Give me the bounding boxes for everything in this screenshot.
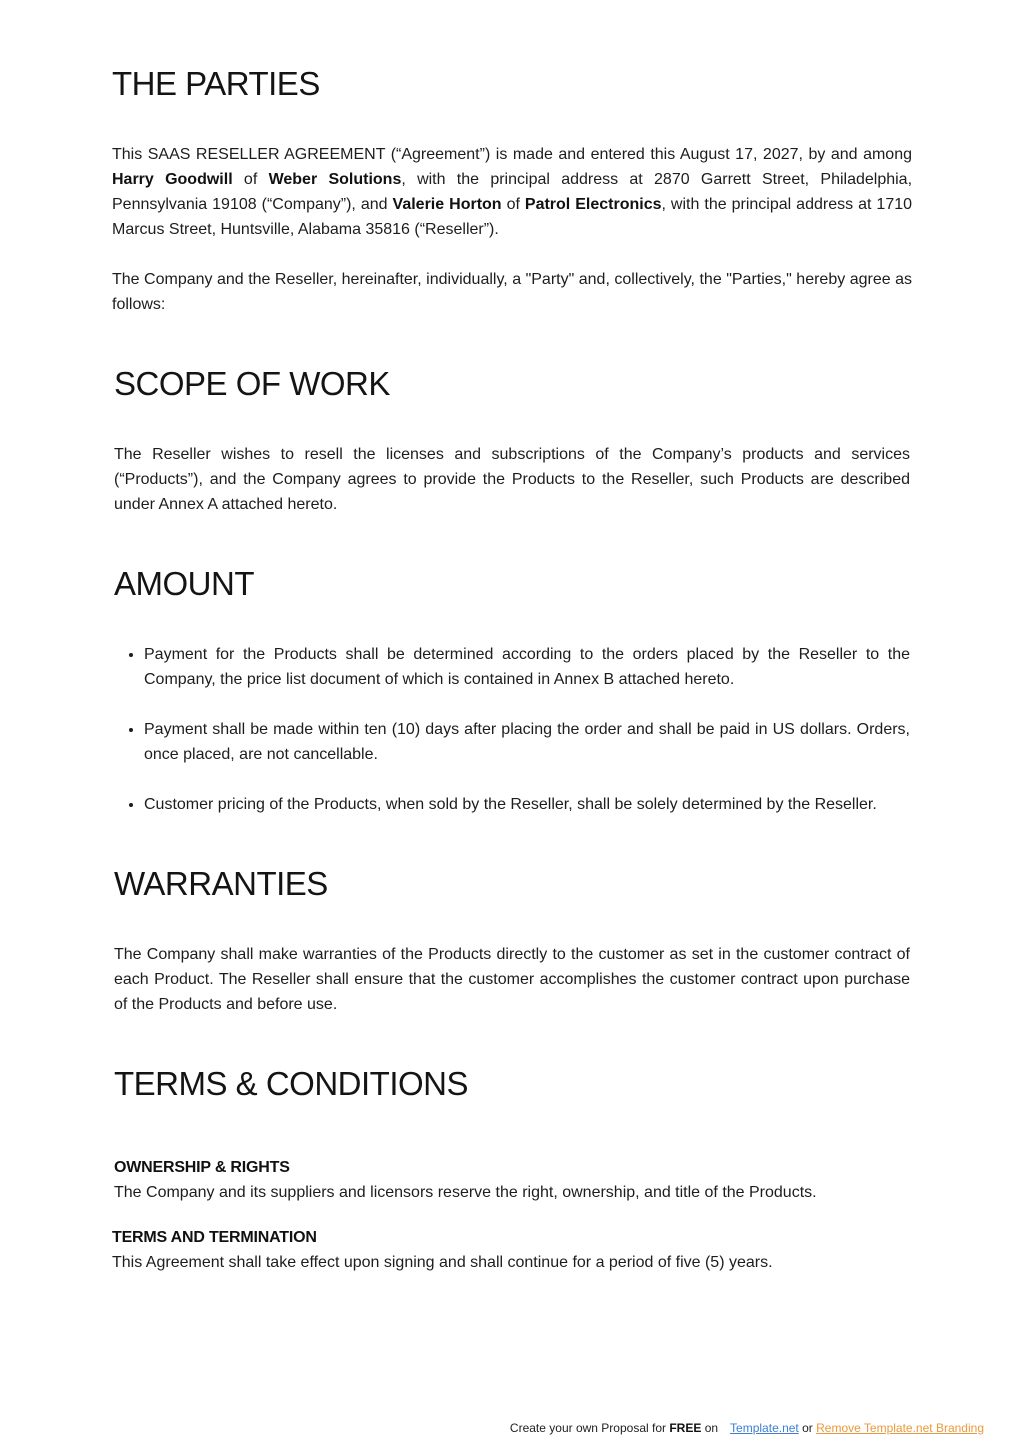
parties-text-1: This SAAS RESELLER AGREEMENT (“Agreement”) is made and entered this August 17, 2027, by and among [112, 146, 912, 163]
list-item: • Payment shall be made within ten (10) days after placing the order and shall be paid in US dollars. Orders, once placed, are not cancellable. [144, 717, 910, 767]
scope-paragraph: The Reseller wishes to resell the licenses and subscriptions of the Company’s products and services (“Products”), and the Company agrees to provide the Products to the Reseller, such Products are described under Annex A attached hereto. [114, 446, 910, 513]
footer-free: FREE [669, 1421, 702, 1435]
heading-scope: SCOPE OF WORK [114, 365, 390, 402]
party-company-2: Patrol Electronics [524, 196, 662, 213]
heading-amount: AMOUNT [114, 565, 254, 602]
ownership-text: The Company and its suppliers and licensors reserve the right, ownership, and title of the Products. [114, 1184, 817, 1201]
parties-text-3: , with the principal address at 2870 Garrett Street, Philadelphia, Pennsylvania 19108 (“Company”), and [112, 171, 913, 213]
section-scope [114, 364, 910, 517]
section-warranties [114, 864, 910, 1017]
party-company-1: Weber Solutions [268, 171, 402, 188]
subsection-ownership [114, 1155, 910, 1205]
parties-text-5: , with the principal address at 1710 Marcus Street, Huntsville, Alabama 35816 (“Reseller”). [112, 196, 913, 238]
subsection-termination [112, 1225, 912, 1275]
parties-paragraph-1 [112, 142, 912, 242]
heading-parties: THE PARTIES [112, 65, 320, 102]
amount-list [114, 642, 910, 817]
section-parties [112, 64, 912, 317]
footer-or: or [798, 1421, 817, 1435]
warranties-paragraph: The Company shall make warranties of the Products directly to the customer as set in the customer contract of each Product. The Reseller shall ensure that the customer accomplishes the customer contract upon purchase of the Products and before use. [114, 946, 910, 1013]
termination-title: TERMS AND TERMINATION [112, 1229, 317, 1246]
branding-footer [510, 1419, 984, 1437]
list-item: • Customer pricing of the Products, when sold by the Reseller, shall be solely determined by the Reseller. [144, 792, 910, 817]
ownership-title: OWNERSHIP & RIGHTS [114, 1159, 290, 1176]
section-terms [114, 1064, 910, 1104]
parties-text-4: of [501, 196, 525, 213]
party-name-1: Harry Goodwill [112, 171, 233, 188]
heading-warranties: WARRANTIES [114, 865, 328, 902]
parties-text-2: of [232, 171, 269, 188]
party-name-2: Valerie Horton [392, 196, 502, 213]
parties-paragraph-2: The Company and the Reseller, hereinafter, individually, a "Party" and, collectively, the "Parties," hereby agree as follows: [112, 271, 912, 313]
template-net-link[interactable]: Template.net [730, 1421, 799, 1435]
heading-terms: TERMS & CONDITIONS [114, 1065, 469, 1102]
section-amount [114, 564, 910, 817]
footer-prefix: Create your own Proposal for [509, 1421, 670, 1435]
termination-text: This Agreement shall take effect upon signing and shall continue for a period of five (5) years. [112, 1254, 773, 1271]
footer-on: on [701, 1421, 719, 1435]
list-item: • Payment for the Products shall be determined according to the orders placed by the Reseller to the Company, the price list document of which is contained in Annex B attached hereto. [144, 642, 910, 692]
remove-branding-link[interactable]: Remove Template.net Branding [816, 1421, 984, 1435]
